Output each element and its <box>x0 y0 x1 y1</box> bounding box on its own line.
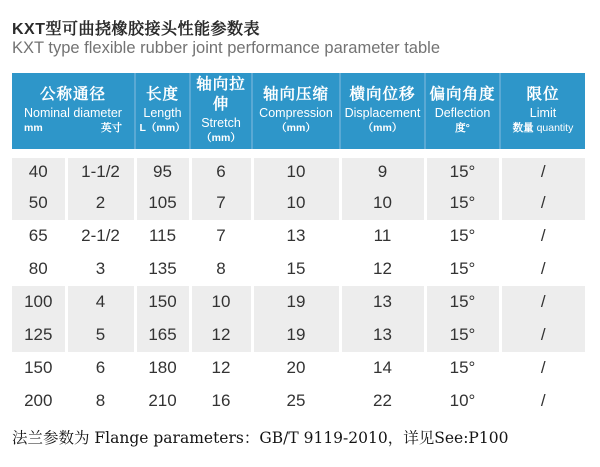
col-subheader-quantity-en: quantity <box>536 122 574 134</box>
col-subheader-unit: L（mm） <box>139 122 186 134</box>
table-cell: 15° <box>425 286 500 319</box>
table-cell: 12 <box>190 352 252 385</box>
table-cell: 10 <box>252 187 340 220</box>
table-cell: 16 <box>190 385 252 418</box>
col-header-displacement <box>340 73 425 154</box>
table-cell: 105 <box>135 187 190 220</box>
col-header-en: Compression <box>259 106 333 120</box>
table-cell: / <box>500 154 585 187</box>
col-header-zh: 横向位移 <box>349 86 416 103</box>
col-header-en: Nominal diameter <box>24 106 122 120</box>
table-cell: 2-1/2 <box>66 220 135 253</box>
table-cell: 25 <box>252 385 340 418</box>
col-header-deflection <box>425 73 500 154</box>
table-cell: 65 <box>12 220 66 253</box>
table-cell: 15° <box>425 187 500 220</box>
table-cell: 180 <box>135 352 190 385</box>
col-header-length <box>135 73 190 154</box>
col-header-zh: 长度 <box>145 86 179 103</box>
col-subheader-unit: 度° <box>455 122 470 134</box>
page-title: KXT型可曲挠橡胶接头性能参数表 <box>12 21 261 38</box>
col-subheader-unit: （mm） <box>362 122 403 134</box>
table-cell: 5 <box>66 319 135 352</box>
table-cell: / <box>500 385 585 418</box>
table-row <box>12 253 585 286</box>
table-cell: 115 <box>135 220 190 253</box>
table-cell: 15° <box>425 154 500 187</box>
table-cell: 1-1/2 <box>66 154 135 187</box>
col-header-zh: 限位 <box>526 86 560 103</box>
table-cell: / <box>500 319 585 352</box>
table-cell: 14 <box>340 352 425 385</box>
col-header-zh: 轴向拉伸 <box>196 76 246 113</box>
col-header-zh: 偏向角度 <box>429 86 496 103</box>
table-cell: 6 <box>66 352 135 385</box>
performance-parameter-table <box>12 73 585 418</box>
table-row <box>12 154 585 187</box>
col-header-compression <box>252 73 340 154</box>
table-cell: 22 <box>340 385 425 418</box>
table-cell: 13 <box>340 286 425 319</box>
table-cell: 80 <box>12 253 66 286</box>
table-cell: / <box>500 286 585 319</box>
table-cell: 165 <box>135 319 190 352</box>
table-cell: 4 <box>66 286 135 319</box>
flange-parameters-note: 法兰参数为 Flange parameters：GB/T 9119-2010，详见See:P100 <box>12 429 509 447</box>
table-cell: 2 <box>66 187 135 220</box>
table-cell: 210 <box>135 385 190 418</box>
table-cell: 100 <box>12 286 66 319</box>
table-cell: 135 <box>135 253 190 286</box>
table-cell: / <box>500 220 585 253</box>
table-cell: 10 <box>190 286 252 319</box>
table-cell: 15° <box>425 220 500 253</box>
table-cell: 15° <box>425 352 500 385</box>
table-row <box>12 220 585 253</box>
table-cell: 19 <box>252 286 340 319</box>
table-row <box>12 385 585 418</box>
table-cell: 10° <box>425 385 500 418</box>
table-cell: 125 <box>12 319 66 352</box>
table-cell: 150 <box>12 352 66 385</box>
table-cell: 6 <box>190 154 252 187</box>
table-row <box>12 187 585 220</box>
col-subheader-unit: （mm） <box>276 122 316 134</box>
table-cell: 20 <box>252 352 340 385</box>
table-cell: 15 <box>252 253 340 286</box>
col-header-nominal-diameter <box>12 73 135 154</box>
table-cell: 10 <box>340 187 425 220</box>
col-subheader-unit: （mm） <box>201 132 241 144</box>
table-cell: 9 <box>340 154 425 187</box>
col-header-en: Length <box>143 106 182 120</box>
table-cell: 12 <box>190 319 252 352</box>
table-cell: 8 <box>190 253 252 286</box>
col-header-en: Limit <box>529 106 557 120</box>
col-subheader-mm: mm <box>24 122 43 134</box>
table-cell: / <box>500 187 585 220</box>
table-header <box>12 73 585 154</box>
table-cell: 50 <box>12 187 66 220</box>
table-cell: 3 <box>66 253 135 286</box>
col-header-en: Deflection <box>434 106 491 120</box>
col-subheader-quantity-zh: 数量 <box>512 122 534 134</box>
col-header-limit <box>500 73 585 154</box>
table-cell: 7 <box>190 187 252 220</box>
table-cell: 7 <box>190 220 252 253</box>
col-header-en: Displacement <box>344 106 421 120</box>
table-cell: 13 <box>252 220 340 253</box>
table-cell: 150 <box>135 286 190 319</box>
table-row <box>12 352 585 385</box>
col-header-en: Stretch <box>201 116 241 130</box>
table-cell: 200 <box>12 385 66 418</box>
table-cell: 8 <box>66 385 135 418</box>
table-cell: / <box>500 352 585 385</box>
table-cell: 11 <box>340 220 425 253</box>
col-header-zh: 轴向压缩 <box>262 86 329 103</box>
table-cell: 12 <box>340 253 425 286</box>
col-subheader-inch: 英寸 <box>101 122 122 134</box>
table-cell: 10 <box>252 154 340 187</box>
table-row <box>12 319 585 352</box>
table-body <box>12 154 585 418</box>
col-header-stretch <box>190 73 252 154</box>
table-row <box>12 286 585 319</box>
table-cell: / <box>500 253 585 286</box>
table-cell: 15° <box>425 319 500 352</box>
col-header-zh: 公称通径 <box>39 86 106 103</box>
table-cell: 13 <box>340 319 425 352</box>
table-cell: 95 <box>135 154 190 187</box>
table-cell: 40 <box>12 154 66 187</box>
table-cell: 15° <box>425 253 500 286</box>
page-subtitle: KXT type flexible rubber joint performance parameter table <box>12 39 441 57</box>
table-cell: 19 <box>252 319 340 352</box>
